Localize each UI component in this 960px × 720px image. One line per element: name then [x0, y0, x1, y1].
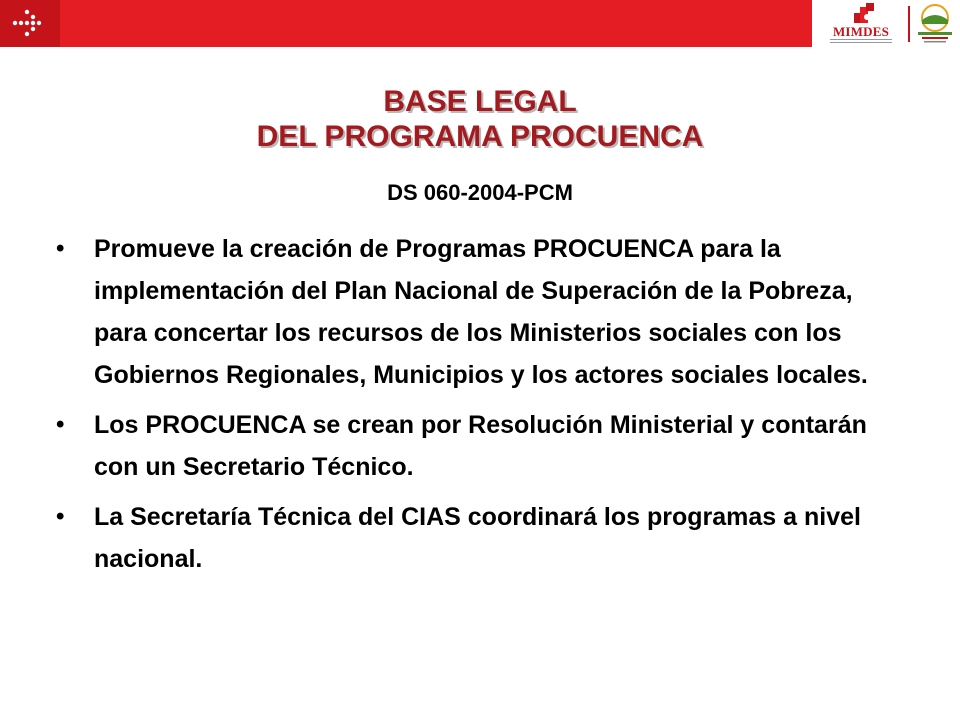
slide-subtitle: DS 060-2004-PCM [387, 180, 573, 205]
mimdes-label: MIMDES [832, 24, 890, 39]
dots-arrow-icon [12, 8, 48, 38]
header-bar [0, 0, 960, 47]
bullet-text: Los PROCUENCA se crean por Resolución Ministerial y contarán con un Secretario Técnico. [94, 411, 867, 481]
header-red-band [0, 0, 812, 47]
title-line-1: BASE LEGAL [383, 85, 577, 118]
bullet-marker: • [56, 411, 65, 438]
bullet-text: La Secretaría Técnica del CIAS coordinará los programas a nivel nacional. [94, 503, 861, 573]
bullet-item [56, 496, 876, 580]
mimdes-logo [820, 2, 902, 46]
partner-logos [812, 0, 960, 47]
bullet-list [56, 228, 876, 588]
bullet-text: Promueve la creación de Programas PROCUENCA para la implementación del Plan Nacional de Superación de la Pobreza, para concertar los recursos de los Ministerios sociales con los Gobiernos Regionales, Municipios y los actores sociales locales. [94, 235, 868, 389]
logo-divider [908, 6, 910, 42]
bullet-item [56, 404, 876, 488]
bullet-marker: • [56, 235, 65, 262]
mimdes-subtitle-lines [830, 39, 892, 43]
bullet-item [56, 228, 876, 396]
gobierno-peru-logo [912, 2, 958, 46]
bullet-marker: • [56, 503, 65, 530]
slide-title [0, 84, 960, 154]
title-line-2: DEL PROGRAMA PROCUENCA [256, 120, 704, 153]
mimdes-mark-icon [854, 3, 874, 23]
corner-logo [0, 0, 60, 47]
